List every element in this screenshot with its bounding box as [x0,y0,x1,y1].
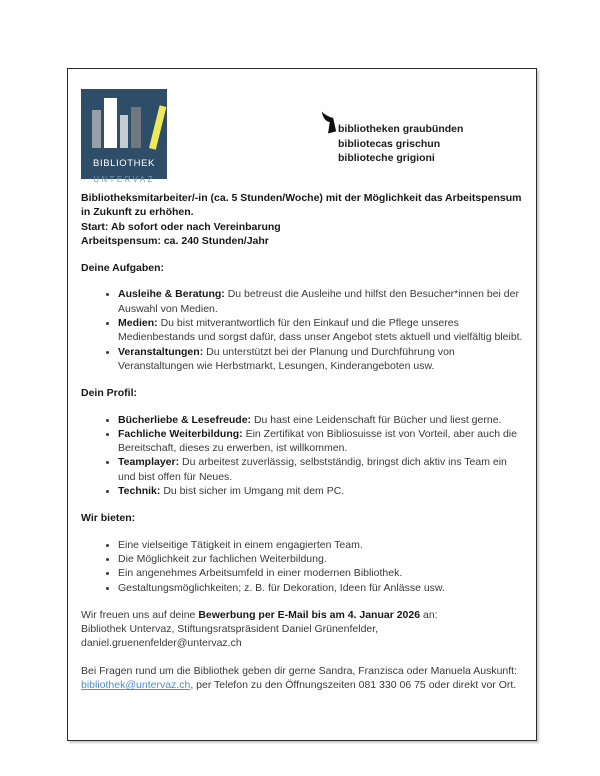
list-item: • Gestaltungsmöglichkeiten; z. B. für Dekoration, Ideen für Anlässe usw. [118,581,523,595]
section-heading-aufgaben: Deine Aufgaben: [81,262,165,275]
contact-post: , per Telefon zu den Öffnungszeiten 081 330 06 75 oder direkt vor Ort. [190,679,517,692]
item-lead: Medien: [118,317,158,330]
item-text: Du betreust die Ausleihe und hilfst den Besucher*innen bei der Auswahl von Medien. [118,288,519,315]
section-heading-profil: Dein Profil: [81,387,138,400]
book-spine-leaning [149,105,166,149]
book-spine [131,107,141,148]
item-text: Du arbeitest zuverlässig, selbstständig, bringst dich aktiv ins Team ein und bist offen für Neues. [118,456,507,483]
book-spine [120,115,128,148]
graubuenden-line-de: bibliotheken graubünden [338,123,464,135]
item-lead: Fachliche Weiterbildung: [118,427,243,440]
item-lead: Technik: [118,485,161,498]
list-item [118,413,523,427]
item-lead: Bücherliebe & Lesefreude: [118,413,252,426]
book-spine [104,98,117,148]
aufgaben-list [81,287,523,373]
application-address: Bibliothek Untervaz, Stiftungsratspräsident Daniel Grünenfelder, [81,623,379,636]
header [81,89,523,185]
item-lead: Veranstaltungen: [118,345,204,358]
list-item: • Die Möglichkeit zur fachlichen Weiterbildung. [118,552,523,566]
section-heading-bieten: Wir bieten: [81,512,136,525]
list-item [118,345,523,374]
item-text: Du bist mitverantwortlich für den Einkauf und die Pflege unseres Medienbestands und sorgst dafür, dass unser Angebot stets aktuell und vielfältig bleibt. [118,317,523,344]
job-pensum: Arbeitspensum: ca. 240 Stunden/Jahr [81,234,269,247]
application-pre: Wir freuen uns auf deine [81,608,196,621]
untervaz-logo-title: BIBLIOTHEK [93,158,155,169]
item-text: Ein Zertifikat von Bibliosuisse ist von Vorteil, aber auch die Bereitschaft, dieses zu erwerben, ist willkommen. [118,427,517,455]
list-item: • Ein angenehmes Arbeitsumfeld in einer modernen Bibliothek. [118,566,523,580]
list-item [118,427,523,456]
list-item [118,455,523,484]
item-text: Du unterstützt bei der Planung und Durchführung von Veranstaltungen wie Herbstmarkt, Lesungen, Kinderangeboten usw. [118,345,455,372]
list-item [118,287,523,316]
list-item [118,484,523,498]
untervaz-logo [81,89,167,185]
item-text: Du hast eine Leidenschaft für Bücher und liest gerne. [253,413,502,426]
bieten-list [81,538,523,595]
list-item [118,316,523,345]
graubuenden-line-rm: bibliotecas grischun [338,137,441,150]
contact-pre: Bei Fragen rund um die Bibliothek geben dir gerne Sandra, Franzisca oder Manuela Auskunft: [81,664,518,677]
application-email: daniel.gruenenfelder@untervaz.ch [81,637,242,650]
graubuenden-line-it: biblioteche grigioni [338,152,435,164]
profil-list [81,413,523,499]
item-lead: Ausleihe & Beratung: [118,288,225,301]
application-paragraph [81,608,523,651]
books-icon [92,98,156,148]
application-post: an: [423,608,438,621]
job-intro [81,191,523,248]
application-deadline: Bewerbung per E-Mail bis am 4. Januar 2026 [198,608,421,621]
contact-paragraph [81,664,523,693]
comma-icon [320,110,337,135]
job-ad-frame [67,68,537,741]
list-item: • Eine vielseitige Tätigkeit in einem engagierten Team. [118,538,523,552]
library-email-link[interactable]: bibliothek@untervaz.ch [81,679,191,692]
item-lead: Teamplayer: [118,456,180,469]
untervaz-logo-subtitle: UNTERVAZ [93,175,155,185]
item-text: Du bist sicher im Umgang mit dem PC. [163,485,345,498]
job-start: Start: Ab sofort oder nach Vereinbarung [81,220,281,233]
graubuenden-logo-text [338,122,463,166]
book-spine [92,110,101,148]
job-title: Bibliotheksmitarbeiter/-in (ca. 5 Stunden/Woche) mit der Möglichkeit das Arbeitspensum in Zukunft zu erhöhen. [81,192,522,219]
graubuenden-logo [320,110,463,166]
